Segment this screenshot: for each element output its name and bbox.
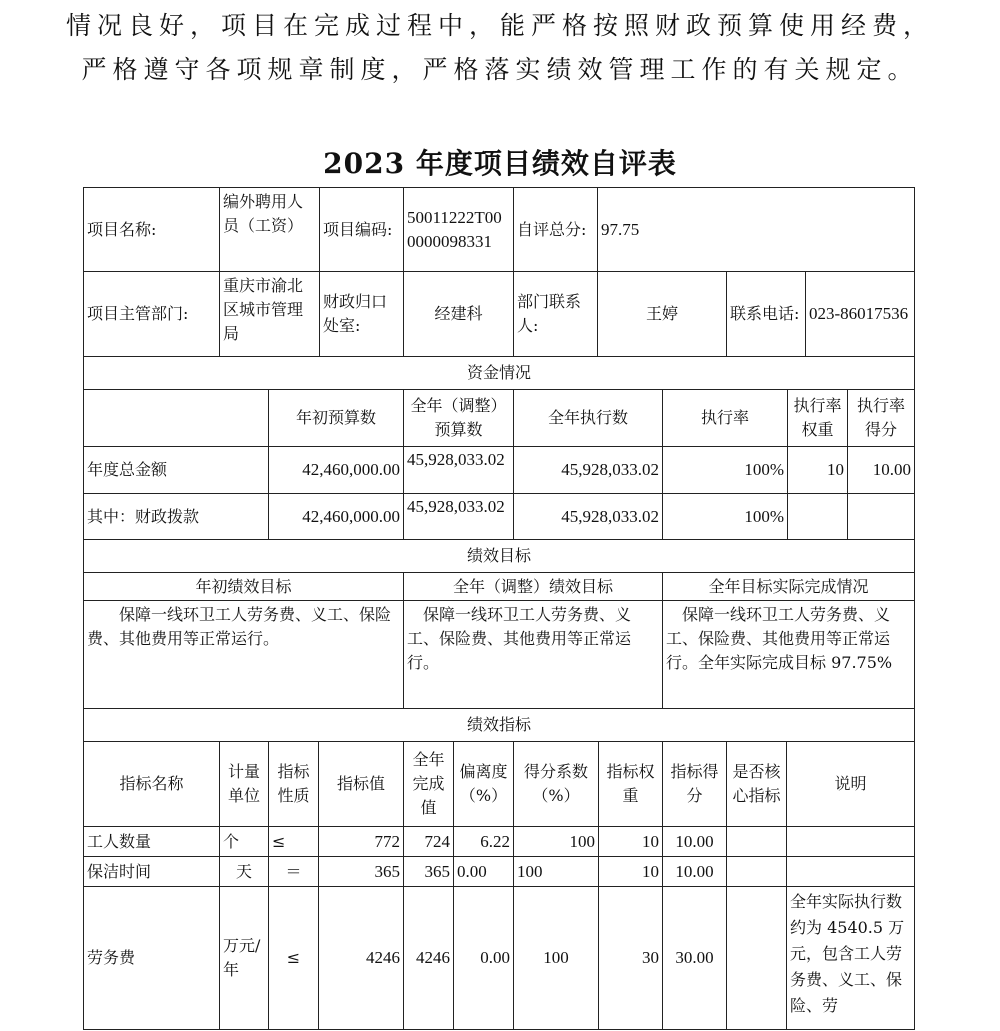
funds-row-label: 其中：财政拨款 — [83, 493, 269, 540]
dept-value: 重庆市渝北区城市管理局 — [219, 271, 320, 357]
ind-header-nature: 指标性质 — [268, 741, 319, 827]
ind-row-done: 4246 — [403, 886, 454, 1030]
phone-value: 023-86017536 — [805, 271, 915, 357]
ind-row-done: 724 — [403, 826, 454, 857]
ind-row-target: 365 — [318, 856, 404, 887]
office-label: 财政归口处室: — [319, 271, 404, 357]
ind-row-weight: 10 — [598, 826, 663, 857]
ind-row-dev: 0.00 — [453, 856, 514, 887]
ind-row-note — [786, 856, 915, 887]
ind-row-score: 30.00 — [662, 886, 727, 1030]
goals-section-header: 绩效目标 — [83, 539, 915, 573]
ind-row-unit: 万元/年 — [219, 886, 269, 1030]
funds-row-rate: 100% — [662, 493, 788, 540]
ind-header-core: 是否核心指标 — [726, 741, 787, 827]
intro-line-1: 情况良好，项目在完成过程中，能严格按照财政预算使用经费， — [65, 11, 934, 40]
funds-row-rate: 100% — [662, 446, 788, 494]
ind-header-note: 说明 — [786, 741, 915, 827]
ind-row-coef: 100 — [513, 826, 599, 857]
funds-header-score: 执行率得分 — [847, 389, 915, 447]
ind-row-unit: 个 — [219, 826, 269, 857]
ind-row-nature: ≤ — [268, 826, 319, 857]
ind-row-note: 全年实际执行数约为 4540.5 万元，包含工人劳务费、义工、保险、劳 — [786, 886, 915, 1030]
ind-row-score: 10.00 — [662, 826, 727, 857]
funds-header-weight: 执行率权重 — [787, 389, 848, 447]
ind-row-score: 10.00 — [662, 856, 727, 887]
dept-label: 项目主管部门: — [83, 271, 220, 357]
funds-row-weight — [787, 493, 848, 540]
ind-header-score: 指标得分 — [662, 741, 727, 827]
funds-row-score — [847, 493, 915, 540]
funds-row-adjusted: 45,928,033.02 — [403, 493, 514, 540]
ind-row-core — [726, 826, 787, 857]
ind-row-done: 365 — [403, 856, 454, 887]
ind-row-target: 772 — [318, 826, 404, 857]
intro-line-2: 严格遵守各项规章制度，严格落实绩效管理工作的有关规定。 — [81, 55, 919, 84]
ind-row-name: 工人数量 — [83, 826, 220, 857]
funds-section-header: 资金情况 — [83, 356, 915, 390]
funds-header-blank — [83, 389, 269, 447]
ind-row-note — [786, 826, 915, 857]
ind-row-weight: 10 — [598, 856, 663, 887]
ind-header-weight: 指标权重 — [598, 741, 663, 827]
funds-header-initial: 年初预算数 — [268, 389, 404, 447]
funds-row-weight: 10 — [787, 446, 848, 494]
ind-row-unit: 天 — [219, 856, 269, 887]
indicators-section-header: 绩效指标 — [83, 708, 915, 742]
project-code-value: 50011222T000000098331 — [403, 187, 514, 272]
goals-header-adjusted: 全年（调整）绩效目标 — [403, 572, 663, 601]
funds-row-initial: 42,460,000.00 — [268, 493, 404, 540]
table-title: 2023 年度项目绩效自评表 — [323, 147, 677, 180]
goal-initial-text: 保障一线环卫工人劳务费、义工、保险费、其他费用等正常运行。 — [83, 600, 404, 709]
ind-header-target: 指标值 — [318, 741, 404, 827]
project-name-value: 编外聘用人员（工资） — [219, 187, 320, 272]
contact-label: 部门联系人: — [513, 271, 598, 357]
goal-actual-text: 保障一线环卫工人劳务费、义工、保险费、其他费用等正常运行。全年实际完成目标 97.75% — [662, 600, 915, 709]
goals-header-initial: 年初绩效目标 — [83, 572, 404, 601]
funds-row-executed: 45,928,033.02 — [513, 493, 663, 540]
project-code-label: 项目编码: — [319, 187, 404, 272]
funds-row-adjusted: 45,928,033.02 — [403, 446, 514, 494]
project-name-label: 项目名称: — [83, 187, 220, 272]
phone-label: 联系电话: — [726, 271, 806, 357]
funds-row-score: 10.00 — [847, 446, 915, 494]
ind-header-name: 指标名称 — [83, 741, 220, 827]
contact-value: 王婷 — [597, 271, 727, 357]
funds-row-initial: 42,460,000.00 — [268, 446, 404, 494]
ind-header-dev: 偏离度（%） — [453, 741, 514, 827]
ind-row-target: 4246 — [318, 886, 404, 1030]
office-value: 经建科 — [403, 271, 514, 357]
ind-header-coef: 得分系数（%） — [513, 741, 599, 827]
ind-row-dev: 6.22 — [453, 826, 514, 857]
funds-header-executed: 全年执行数 — [513, 389, 663, 447]
ind-row-name: 劳务费 — [83, 886, 220, 1030]
self-score-value: 97.75 — [597, 187, 915, 272]
self-score-label: 自评总分: — [513, 187, 598, 272]
funds-row-label: 年度总金额 — [83, 446, 269, 494]
funds-header-rate: 执行率 — [662, 389, 788, 447]
ind-row-nature: ≤ — [268, 886, 319, 1030]
ind-row-coef: 100 — [513, 856, 599, 887]
ind-header-done: 全年完成值 — [403, 741, 454, 827]
ind-row-weight: 30 — [598, 886, 663, 1030]
goal-adjusted-text: 保障一线环卫工人劳务费、义工、保险费、其他费用等正常运行。 — [403, 600, 663, 709]
ind-header-unit: 计量单位 — [219, 741, 269, 827]
ind-row-nature: ＝ — [268, 856, 319, 887]
ind-row-dev: 0.00 — [453, 886, 514, 1030]
ind-row-core — [726, 886, 787, 1030]
ind-row-core — [726, 856, 787, 887]
goals-header-actual: 全年目标实际完成情况 — [662, 572, 915, 601]
ind-row-name: 保洁时间 — [83, 856, 220, 887]
funds-header-adjusted: 全年（调整）预算数 — [403, 389, 514, 447]
funds-row-executed: 45,928,033.02 — [513, 446, 663, 494]
ind-row-coef: 100 — [513, 886, 599, 1030]
